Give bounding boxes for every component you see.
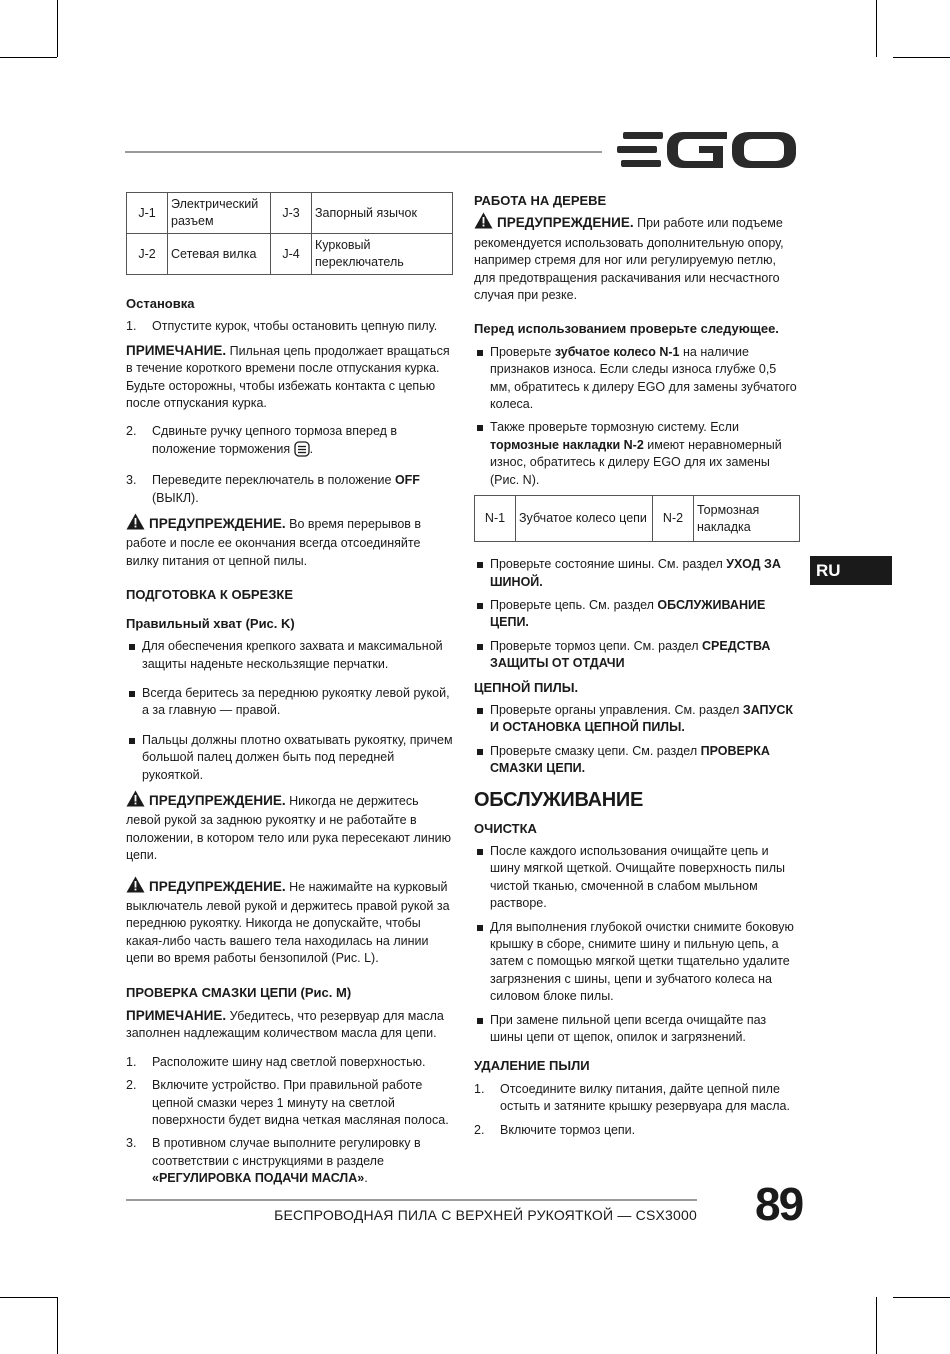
warning-icon xyxy=(474,212,493,234)
warning-text: Во время перерывов в работе и после ее окончания всегда отсоединяйте вилку питания от цепной пилы. xyxy=(126,517,422,568)
list-text: В противном случае выполните регулировку в соответствии с инструкциями в разделе xyxy=(152,1136,421,1168)
crop-mark xyxy=(0,57,57,58)
list-number: 1. xyxy=(126,319,137,334)
right-column xyxy=(474,192,800,1145)
footer-title: БЕСПРОВОДНАЯ ПИЛА С ВЕРХНЕЙ РУКОЯТКОЙ — CSX3000 xyxy=(274,1207,697,1223)
cross-reference: СРЕДСТВА ЗАЩИТЫ ОТ ОТДАЧИ xyxy=(490,638,771,671)
list-item: Для обеспечения крепкого захвата и максимальной защиты наденьте нескользящие перчатки. xyxy=(126,638,453,673)
cross-reference: ЗАПУСК И ОСТАНОВКА ЦЕПНОЙ ПИЛЫ. xyxy=(490,702,793,735)
list-text: Переведите переключатель в положение xyxy=(152,473,395,488)
section-heading: ОЧИСТКА xyxy=(474,820,537,836)
crop-mark xyxy=(57,0,58,57)
crop-mark xyxy=(893,57,950,58)
subsection-heading: Правильный хват (Рис. K) xyxy=(126,615,295,631)
table-row xyxy=(127,193,453,234)
table-cell: Запорный язычок xyxy=(312,193,453,234)
list-item xyxy=(474,419,800,489)
list-item xyxy=(474,638,800,673)
table-cell: Тормозная накладка xyxy=(694,496,800,542)
warning-text: Не нажимайте на курковый выключатель левой рукой и держитесь правой рукой за переднюю рукоятку. Никогда не допускайте, чтобы какая-либо часть вашего тела находилась на линии цепи во время работы бензопилой (Рис. L). xyxy=(126,879,450,966)
list-item xyxy=(126,1135,453,1187)
warning xyxy=(126,790,453,865)
numbered-list xyxy=(126,1054,453,1188)
bullet-list xyxy=(474,344,800,489)
list-text: Проверьте цепь. См. раздел xyxy=(490,597,658,612)
list-text: Проверьте органы управления. См. раздел xyxy=(490,702,743,717)
section-heading: Перед использованием проверьте следующее. xyxy=(474,321,779,337)
list-item xyxy=(474,702,800,737)
chapter-heading: ОБСЛУЖИВАНИЕ xyxy=(474,788,643,811)
crop-mark xyxy=(876,0,877,57)
warning-label: ПРЕДУПРЕЖДЕНИЕ. xyxy=(149,516,286,532)
table-row xyxy=(127,234,453,275)
bullet-list xyxy=(474,556,800,672)
list-item: Для выполнения глубокой очистки снимите боковую крышку в сборе, снимите шину и пильную цепь, а затем с помощью мягкой щетки тщательно удалите загрязнения с шины, цепи и зубчатого колеса на силовом блоке пилы. xyxy=(474,919,800,1006)
table-cell: J-2 xyxy=(127,234,168,275)
language-tab: RU xyxy=(810,556,892,585)
list-item xyxy=(474,556,800,591)
list-item: Всегда беритесь за переднюю рукоятку левой рукой, а за главную — правой. xyxy=(126,685,453,720)
cross-reference: ПРОВЕРКА СМАЗКИ ЦЕПИ. xyxy=(490,743,770,776)
section-heading: ПОДГОТОВКА К ОБРЕЗКЕ xyxy=(126,587,294,603)
list-text: имеют неравномерный износ, обратитесь к дилеру EGO для их замены (Рис. N). xyxy=(490,437,782,487)
crop-mark xyxy=(876,1297,877,1354)
section-heading: УДАЛЕНИЕ ПЫЛИ xyxy=(474,1058,590,1074)
list-text: Включите устройство. При правильной работе цепной смазки через 1 минуту на светлой поверхности будет видна четкая масляная полоса. xyxy=(152,1078,449,1128)
crop-mark xyxy=(57,1297,58,1354)
list-number: 2. xyxy=(474,1122,485,1137)
list-text: Также проверьте тормозную систему. Если xyxy=(490,420,739,435)
cross-reference: ОБСЛУЖИВАНИЕ ЦЕПИ. xyxy=(490,597,766,630)
warning-label: ПРЕДУПРЕЖДЕНИЕ. xyxy=(149,792,286,808)
list-text-bold: зубчатое колесо N-1 xyxy=(554,344,680,359)
list-text: Проверьте состояние шины. См. раздел xyxy=(490,557,727,572)
list-item xyxy=(126,1054,453,1071)
cross-reference: УХОД ЗА ШИНОЙ. xyxy=(490,557,781,589)
list-text: Отсоедините вилку питания, дайте цепной пиле остыть и затяните крышку резервуара для масла. xyxy=(500,1081,790,1114)
bullet-list xyxy=(126,638,453,784)
list-item xyxy=(126,318,453,335)
list-item xyxy=(474,1081,800,1116)
list-number: 1. xyxy=(474,1081,485,1096)
list-item xyxy=(474,597,800,632)
warning xyxy=(474,212,800,304)
list-item xyxy=(126,423,453,462)
list-text-bold: тормозные накладки N-2 xyxy=(490,437,644,452)
table-cell: J-1 xyxy=(127,193,168,234)
warning-icon xyxy=(126,876,145,898)
table-row xyxy=(475,496,800,542)
list-item: При замене пильной цепи всегда очищайте паз шины цепи от щепок, опилок и загрязнений. xyxy=(474,1012,800,1047)
table-cell: Сетевая вилка xyxy=(168,234,271,275)
list-item xyxy=(474,1122,800,1139)
list-text: Проверьте смазку цепи. См. раздел xyxy=(490,743,701,758)
cross-reference-continued: ЦЕПНОЙ ПИЛЫ. xyxy=(474,679,579,695)
list-number: 3. xyxy=(126,1136,137,1151)
note-label: ПРИМЕЧАНИЕ. xyxy=(126,1008,227,1023)
parts-table-n xyxy=(474,495,800,542)
list-text: Расположите шину над светлой поверхностью. xyxy=(152,1054,426,1069)
list-text-bold: OFF xyxy=(394,473,420,488)
list-item xyxy=(474,344,800,414)
section-heading: РАБОТА НА ДЕРЕВЕ xyxy=(474,193,607,208)
section-heading: Остановка xyxy=(126,296,195,311)
cross-reference: «РЕГУЛИРОВКА ПОДАЧИ МАСЛА» xyxy=(152,1171,365,1186)
table-cell: N-1 xyxy=(475,496,516,542)
list-text: Проверьте xyxy=(490,344,555,359)
list-item: Пальцы должны плотно охватывать рукоятку, причем большой палец должен быть под передней рукояткой. xyxy=(126,732,453,784)
bullet-list xyxy=(474,702,800,778)
note-text: Убедитесь, что резервуар для масла заполнен надлежащим количеством масла для цепи. xyxy=(126,1009,444,1041)
list-number: 2. xyxy=(126,1078,137,1093)
parts-table-j xyxy=(126,192,453,275)
warning-label: ПРЕДУПРЕЖДЕНИЕ. xyxy=(497,215,634,231)
numbered-list xyxy=(126,318,453,335)
list-item xyxy=(126,472,453,507)
list-number: 1. xyxy=(126,1054,137,1069)
warning-icon xyxy=(126,513,145,535)
list-number: 3. xyxy=(126,473,137,488)
list-item: После каждого использования очищайте цепь и шину мягкой щеткой. Очищайте поверхность пилы чистой тканью, смоченной в слабом мыльном растворе. xyxy=(474,843,800,913)
note-label: ПРИМЕЧАНИЕ. xyxy=(126,342,227,358)
warning xyxy=(126,876,453,968)
table-cell: Зубчатое колесо цепи xyxy=(516,496,653,542)
list-text: (ВЫКЛ). xyxy=(152,490,199,505)
chain-brake-icon xyxy=(294,441,310,462)
table-cell: J-4 xyxy=(271,234,312,275)
footer-rule xyxy=(126,1199,697,1201)
list-item xyxy=(474,743,800,778)
warning-text: Никогда не держитесь левой рукой за заднюю рукоятку и не работайте в положении, в котором тело или рука пересекают линию цепи. xyxy=(126,793,452,863)
crop-mark xyxy=(0,1297,57,1298)
header-rule xyxy=(125,151,602,153)
list-item xyxy=(126,1077,453,1129)
table-cell: N-2 xyxy=(653,496,694,542)
list-text: . xyxy=(364,1171,368,1186)
page-number: 89 xyxy=(755,1178,803,1230)
warning-text: При работе или подъеме рекомендуется использовать дополнительную опору, например стремя для ног или регулируемую петлю, для предотвращения раскачивания или несчастного случая при резке. xyxy=(474,216,784,303)
numbered-list xyxy=(474,1081,800,1139)
list-text: Отпустите курок, чтобы остановить цепную пилу. xyxy=(152,319,438,334)
list-text: на наличие признаков износа. Если следы износа глубже 0,5 мм, обратитесь к дилеру EGO для замены зубчатого колеса. xyxy=(490,344,797,412)
section-heading: ПРОВЕРКА СМАЗКИ ЦЕПИ (Рис. M) xyxy=(126,984,352,1000)
crop-mark xyxy=(893,1297,950,1298)
warning-label: ПРЕДУПРЕЖДЕНИЕ. xyxy=(149,878,286,894)
ego-logo xyxy=(617,130,799,175)
table-cell: J-3 xyxy=(271,193,312,234)
numbered-list xyxy=(126,423,453,507)
table-cell: Электрический разъем xyxy=(168,193,271,234)
list-number: 2. xyxy=(126,424,137,439)
list-text: Проверьте тормоз цепи. См. раздел xyxy=(490,638,702,653)
warning xyxy=(126,513,453,570)
list-text: Включите тормоз цепи. xyxy=(500,1122,636,1137)
note-text: Пильная цепь продолжает вращаться в течение короткого времени после отпускания курка. Будьте осторожны, чтобы избежать контакта с цепью после отпускания курка. xyxy=(126,343,450,411)
note xyxy=(126,1007,453,1043)
list-text-end: . xyxy=(309,441,314,456)
warning-icon xyxy=(126,790,145,812)
bullet-list xyxy=(474,843,800,1046)
left-column xyxy=(126,192,453,1194)
note xyxy=(126,342,453,413)
table-cell: Курковый переключатель xyxy=(312,234,453,275)
list-text: Сдвиньте ручку цепного тормоза вперед в положение торможения xyxy=(152,424,398,456)
